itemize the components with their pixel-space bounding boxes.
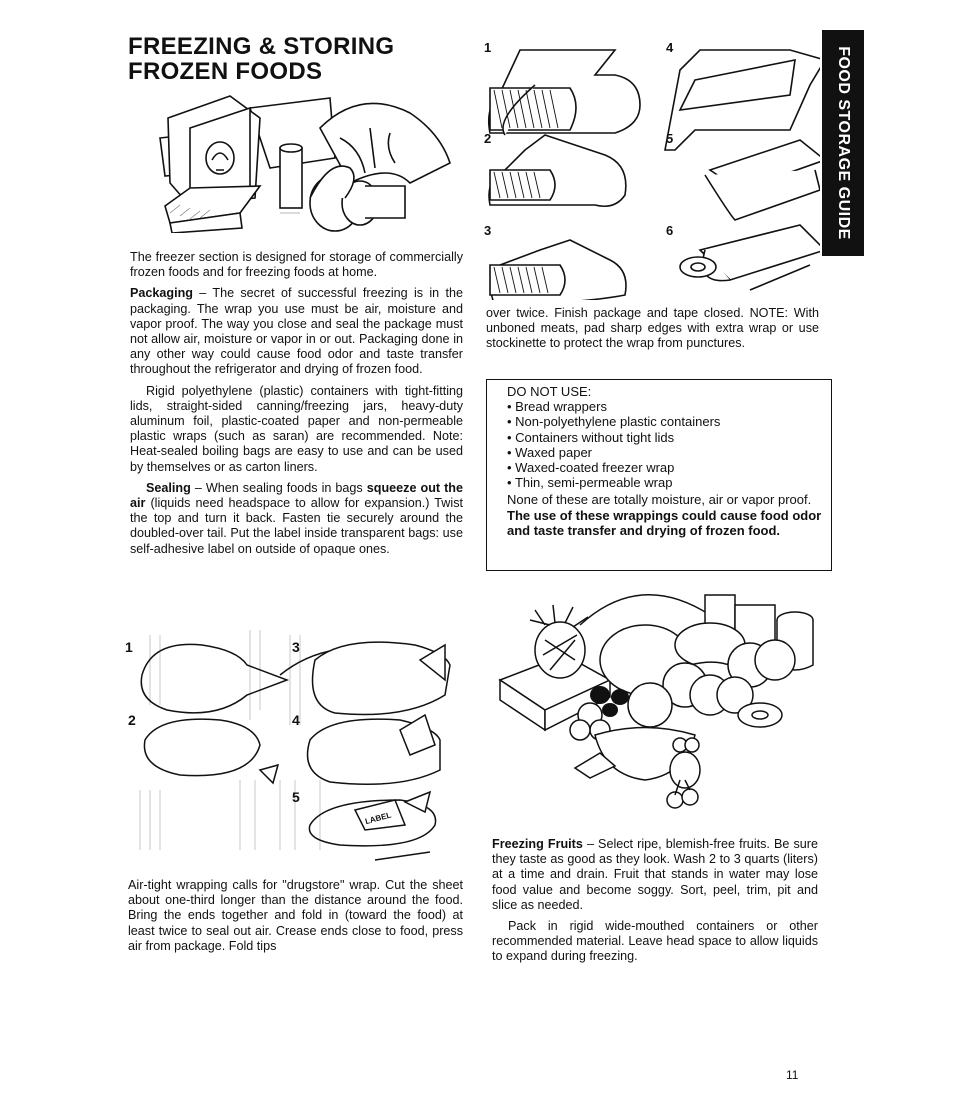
list-item: • Waxed-coated freezer wrap	[507, 460, 823, 475]
list-item: • Bread wrappers	[507, 399, 823, 414]
list-item: • Non-polyethylene plastic containers	[507, 414, 823, 429]
do-not-use-heading: DO NOT USE:	[507, 384, 592, 399]
sealing-bold-text: squeeze out the air	[130, 480, 463, 511]
page-title: FREEZING & STORING FROZEN FOODS	[128, 33, 395, 85]
airtight-wrapping-text	[128, 878, 463, 960]
wrap-step-1-label: 1	[484, 40, 492, 55]
bag-label-text: LABEL	[364, 810, 393, 827]
left-column-text	[130, 250, 463, 563]
wrap-step-4-label: 4	[666, 40, 674, 55]
bag-step-5-label: 5	[292, 789, 300, 805]
section-tab	[822, 30, 864, 256]
do-not-use-warning: The use of these wrappings could cause food odor and taste transfer and drying of frozen food.	[507, 507, 822, 538]
freezing-fruits-heading: Freezing Fruits	[492, 837, 583, 851]
sealing-paragraph	[130, 481, 463, 557]
wrap-step-5-label: 5	[666, 131, 674, 146]
packaging-paragraph	[130, 286, 463, 377]
frozen-packages-illustration	[150, 88, 460, 233]
list-item: • Waxed paper	[507, 445, 823, 460]
sealing-heading: Sealing	[146, 480, 191, 495]
list-item: • Containers without tight lids	[507, 430, 823, 445]
wrap-continued-paragraph: over twice. Finish package and tape closed. NOTE: With unboned meats, pad sharp edges with extra wrap or use stockinette to protect the wrap from punctures.	[486, 306, 819, 351]
freezing-fruits-paragraph	[492, 837, 818, 913]
packaging-text: – The secret of successful freezing is in the packaging. The wrap you use must be air, moisture and vapor proof. The way you close and seal the package must not allow air, moisture or vapor in or out. Packaging done in any other way could cause food odor and taste transfer throughout the refrigerator and drying of frozen food.	[130, 286, 463, 377]
intro-paragraph: The freezer section is designed for storage of commercially frozen foods and for freezing foods at home.	[130, 250, 463, 280]
do-not-use-note	[507, 492, 823, 538]
sealing-text-1: – When sealing foods in bags	[190, 480, 367, 495]
wrap-step-2-label: 2	[484, 131, 492, 146]
drugstore-wrap-steps-illustration	[480, 30, 820, 300]
bag-step-1-label: 1	[125, 639, 133, 655]
rigid-containers-paragraph: Rigid polyethylene (plastic) containers with tight-fitting lids, straight-sided canning/freezing jars, heavy-duty aluminum foil, plastic-coated paper and non-permeable plastic wraps (such as saran) are recommended. Note: Heat-sealed boiling bags are easy to use and can be used by themselves or as carton liners.	[130, 383, 463, 474]
packaging-heading: Packaging	[130, 286, 193, 301]
wrap-step-3-label: 3	[484, 223, 492, 238]
bag-step-2-label: 2	[128, 712, 136, 728]
do-not-use-note-text: None of these are totally moisture, air or vapor proof.	[507, 492, 812, 508]
bag-step-4-label: 4	[292, 712, 300, 728]
fruits-illustration	[495, 585, 820, 825]
list-item: • Thin, semi-permeable wrap	[507, 475, 823, 490]
do-not-use-list	[507, 399, 823, 490]
wrap-step-6-label: 6	[666, 223, 674, 238]
sealing-text-2: (liquids need headspace to allow for expansion.) Twist the top and turn it back. Fasten tie securely around the doubled-over tail. Put the label inside transparent bags: use self-adhesive label on outside of opaque ones.	[130, 496, 463, 556]
bag-step-3-label: 3	[292, 639, 300, 655]
airtight-paragraph: Air-tight wrapping calls for "drugstore" wrap. Cut the sheet about one-third longer than the distance around the food. Bring the ends together and fold in (toward the food) at least twice to seal out air. Crease ends close to food, press air from package. Fold tips	[128, 878, 463, 953]
freezing-fruits-body: – Select ripe, blemish-free fruits. Be sure they taste as good as they look. Wash 2 to 3 quarts (liters) at a time and drain. Fruit that stands in water may lose food value and become soggy. Sort, peel, trim, pit and slice as needed.	[492, 837, 818, 912]
section-tab-label: FOOD STORAGE GUIDE	[835, 46, 852, 240]
bag-sealing-steps-illustration	[120, 630, 465, 870]
do-not-use-box	[486, 379, 832, 571]
freezing-fruits-paragraph-2: Pack in rigid wide-mouthed containers or other recommended material. Leave head space to allow liquids to expand during freezing.	[492, 919, 818, 964]
wrap-continued-text	[486, 306, 819, 358]
page-number: 11	[786, 1068, 799, 1082]
freezing-fruits-text	[492, 837, 818, 971]
